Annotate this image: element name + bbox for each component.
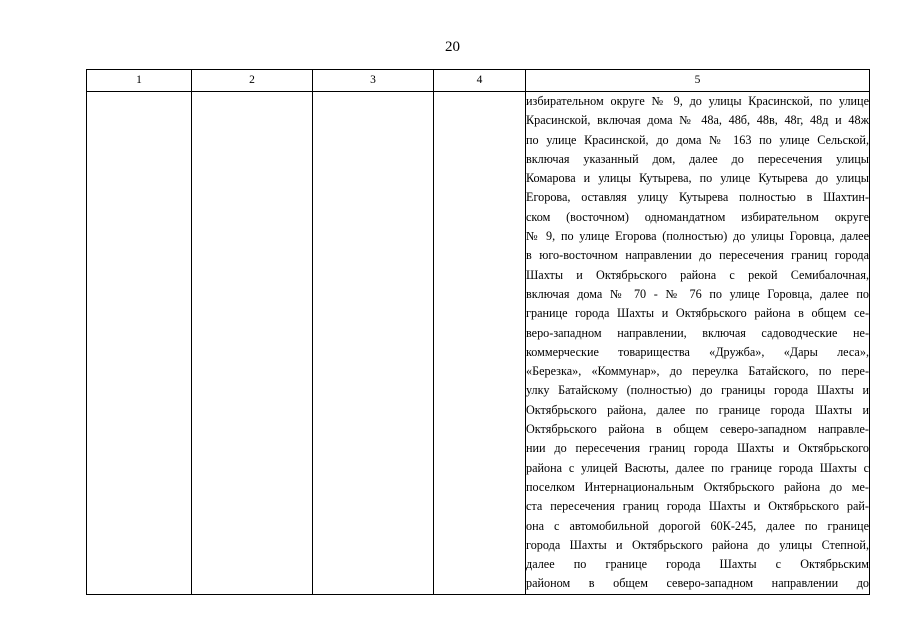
text-line: ском (восточном) одномандатном избирательном округе [526, 209, 869, 224]
text-line: поселком Интернациональным Октябрьского района до ме- [526, 479, 869, 494]
text-line: района с улицей Васюты, далее по границе города Шахты с [526, 460, 869, 475]
text-line: она с автомобильной дорогой 60К-245, далее по границе [526, 518, 869, 533]
text-line: Егорова, оставляя улицу Кутырева полностью в Шахтин- [526, 190, 869, 205]
table-row [87, 92, 870, 595]
column-header-5: 5 [526, 70, 870, 92]
text-line: включая указанный дом, далее до пересечения улицы [526, 151, 869, 166]
text-line: Октябрьского района, далее по границе города Шахты и [526, 402, 869, 417]
column-header-3: 3 [313, 70, 434, 92]
text-line: далее по границе города Шахты с Октябрьским [526, 557, 869, 572]
text-line: улку Батайскому (полностью) до границы города Шахты и [526, 383, 869, 398]
column-header-1: 1 [87, 70, 192, 92]
cell-column-4 [434, 92, 526, 595]
document-table [86, 69, 870, 595]
text-line: ста пересечения границ города Шахты и Октябрьского рай- [526, 499, 869, 514]
text-line: нии до пересечения границ города Шахты и Октябрьского [526, 441, 869, 456]
text-line: районом в общем северо-западном направлении до [526, 576, 869, 591]
text-line: включая дома № 70 - № 76 по улице Горовца, далее по [526, 286, 869, 301]
text-line: «Березка», «Коммунар», до переулка Батайского, по пере- [526, 364, 869, 379]
text-line: избирательном округе № 9, до улицы Красинской, по улице [526, 94, 869, 108]
text-line: города Шахты и Октябрьского района до улицы Степной, [526, 537, 869, 552]
page-number: 20 [445, 39, 460, 55]
column-header-4: 4 [434, 70, 526, 92]
text-line: Комарова и улицы Кутырева, по улице Кутырева до улицы [526, 171, 869, 186]
cell-column-2 [192, 92, 313, 595]
text-line: в юго-восточном направлении до пересечения границ города [526, 248, 869, 263]
cell-column-5-description [526, 92, 870, 595]
text-line: границе города Шахты и Октябрьского района в общем се- [526, 306, 869, 321]
text-line: веро-западном направлении, включая садоводческие не- [526, 325, 869, 340]
table-header-row [87, 70, 870, 92]
text-line: Шахты и Октябрьского района с рекой Семибалочная, [526, 267, 869, 282]
cell-column-3 [313, 92, 434, 595]
cell-column-1 [87, 92, 192, 595]
text-line: Красинской, включая дома № 48а, 48б, 48в, 48г, 48д и 48ж [526, 113, 869, 128]
text-line: № 9, по улице Егорова (полностью) до улицы Горовца, далее [526, 229, 869, 244]
text-line: коммерческие товарищества «Дружба», «Дары леса», [526, 344, 869, 359]
column-header-2: 2 [192, 70, 313, 92]
text-line: по улице Красинской, до дома № 163 по улице Сельской, [526, 132, 869, 147]
text-line: Октябрьского района в общем северо-западном направле- [526, 422, 869, 437]
